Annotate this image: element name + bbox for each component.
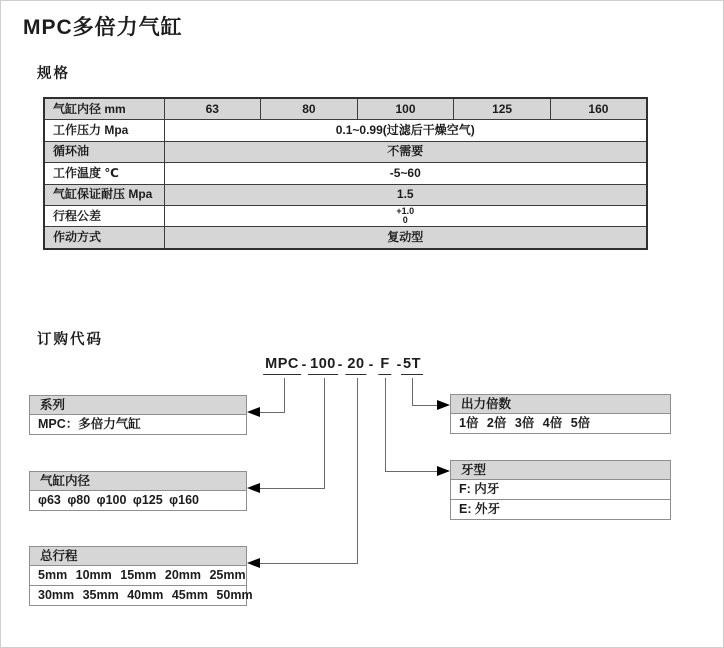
- arrowhead-thread: [437, 466, 450, 476]
- arrowhead-bore: [247, 483, 260, 493]
- bore-cell: 160: [550, 98, 647, 120]
- connector-line-series: [259, 412, 285, 413]
- row-label-oil: 循环油: [44, 141, 164, 162]
- arrowhead-series: [247, 407, 260, 417]
- row-label-bore: 气缸内径 mm: [44, 98, 164, 120]
- bore-cell: 125: [454, 98, 551, 120]
- stroke-box-header: 总行程: [30, 547, 246, 566]
- series-box: [29, 395, 247, 435]
- connector-line-thread: [385, 378, 386, 471]
- row-label-proof-pressure: 气缸保证耐压 Mpa: [44, 184, 164, 205]
- order-section-heading: 订购代码: [37, 332, 103, 348]
- connector-line-output: [412, 405, 438, 406]
- code-segment-thread: F: [378, 357, 391, 375]
- code-segment-stroke: 20: [345, 357, 366, 375]
- tolerance-upper: +1.0: [396, 205, 415, 216]
- table-row: [44, 98, 647, 120]
- stroke-box-row: 5mm 10mm 15mm 20mm 25mm: [38, 568, 246, 582]
- stroke-box-row: 30mm 35mm 40mm 45mm 50mm: [30, 585, 246, 605]
- code-separator: -: [396, 356, 402, 372]
- connector-line-output: [412, 378, 413, 405]
- thread-type-box-header: 牙型: [451, 461, 670, 480]
- table-row: [44, 205, 647, 226]
- connector-line-series: [284, 378, 285, 412]
- connector-line-stroke: [357, 378, 358, 563]
- code-separator: -: [301, 356, 307, 372]
- bore-cell: 63: [164, 98, 261, 120]
- row-label-pressure: 工作压力 Mpa: [44, 120, 164, 141]
- connector-line-stroke: [259, 563, 358, 564]
- table-row: [44, 184, 647, 205]
- arrowhead-output: [437, 400, 450, 410]
- code-segment-bore: 100: [308, 357, 338, 375]
- bore-box: [29, 471, 247, 511]
- output-multiplier-box: [450, 394, 671, 434]
- code-segment-output: 5T: [401, 357, 423, 375]
- code-separator: -: [368, 356, 374, 372]
- thread-type-box-row: E: 外牙: [451, 499, 670, 519]
- code-segment-series: MPC: [263, 357, 301, 375]
- table-row: [44, 227, 647, 249]
- connector-line-thread: [385, 471, 438, 472]
- code-separator: -: [337, 356, 343, 372]
- oil-value: 不需要: [164, 141, 647, 162]
- row-label-action-type: 作动方式: [44, 227, 164, 249]
- bore-box-row: φ63 φ80 φ100 φ125 φ160: [38, 493, 199, 507]
- output-multiplier-box-header: 出力倍数: [451, 395, 670, 414]
- proof-pressure-value: 1.5: [164, 184, 647, 205]
- output-multiplier-box-row: 1倍 2倍 3倍 4倍 5倍: [459, 416, 591, 430]
- stroke-box: [29, 546, 253, 606]
- row-label-temperature: 工作温度 ℃: [44, 163, 164, 184]
- spec-table: [43, 97, 648, 250]
- series-box-row: MPC：多倍力气缸: [38, 417, 141, 431]
- connector-line-bore: [259, 488, 325, 489]
- connector-line-bore: [324, 378, 325, 488]
- table-row: [44, 163, 647, 184]
- tolerance-lower: 0: [402, 215, 408, 226]
- pressure-value: 0.1~0.99(过滤后干燥空气): [164, 120, 647, 141]
- row-label-stroke-tolerance: 行程公差: [44, 205, 164, 226]
- page-title: MPC多倍力气缸: [23, 16, 183, 39]
- action-type-value: 复动型: [164, 227, 647, 249]
- thread-type-box: [450, 460, 671, 520]
- spec-section-heading: 规格: [37, 66, 70, 82]
- table-row: [44, 141, 647, 162]
- bore-cell: 80: [261, 98, 358, 120]
- bore-cell: 100: [357, 98, 454, 120]
- temperature-value: -5~60: [164, 163, 647, 184]
- thread-type-box-row: F: 内牙: [459, 482, 500, 496]
- table-row: [44, 120, 647, 141]
- stroke-tolerance-value: [164, 205, 647, 226]
- series-box-header: 系列: [30, 396, 246, 415]
- arrowhead-stroke: [247, 558, 260, 568]
- bore-box-header: 气缸内径: [30, 472, 246, 491]
